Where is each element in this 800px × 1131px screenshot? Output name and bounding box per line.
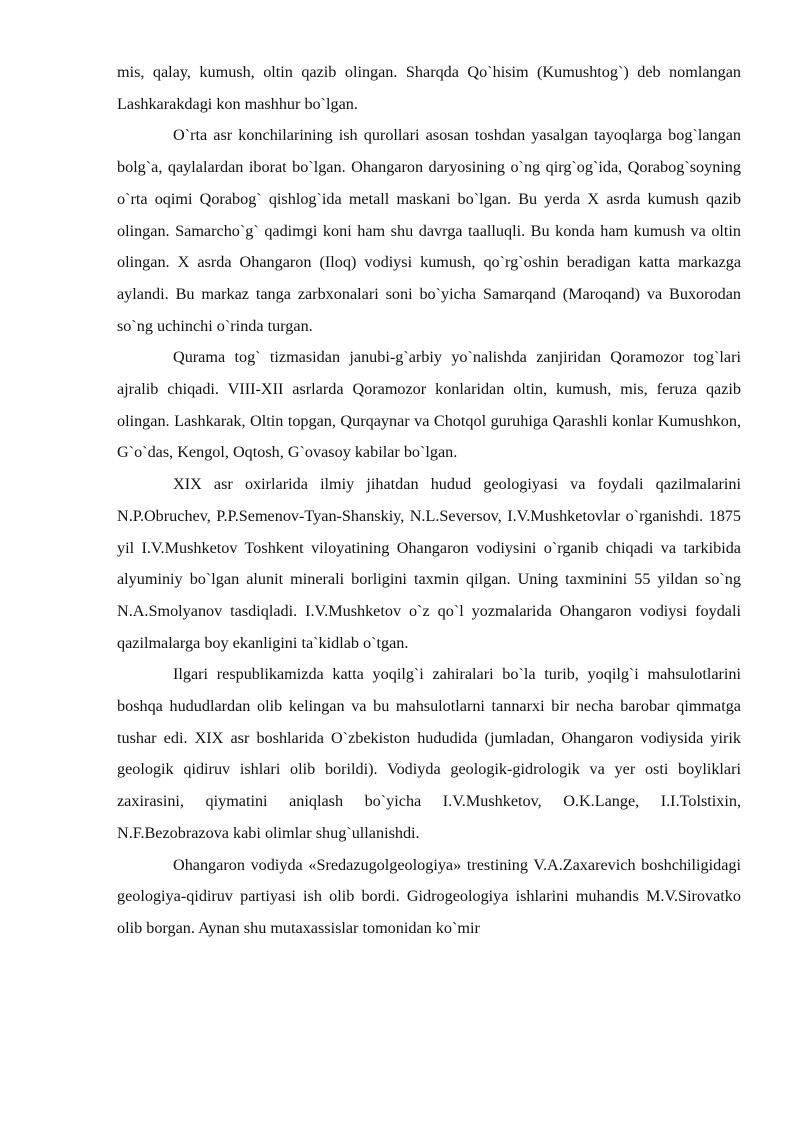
paragraph-4: XIX asr oxirlarida ilmiy jihatdan hudud geologiyasi va foydali qazilmalarini N.P.Obruchev, P.P.Semenov-Tyan-Shanskiy, N.L.Seversov, I.V.Mushketovlar o`rganishdi. 1875 yil I.V.Mushketov Toshkent viloyatining Ohangaron vodiysini o`rganib chiqadi va tarkibida alyuminiy bo`lgan alunit minerali borligini taxmin qilgan. Uning taxminini 55 yildan so`ng N.A.Smolyanov tasdiqladi. I.V.Mushketov o`z qo`l yozmalarida Ohangaron vodiysi foydali qazilmalarga boy ekanligini ta`kidlab o`tgan.	[117, 475, 741, 652]
paragraph-3: Qurama tog` tizmasidan janubi-g`arbiy yo`nalishda zanjiridan Qoramozor tog`lari ajralib chiqadi. VIII-XII asrlarda Qoramozor konlaridan oltin, kumush, mis, feruza qazib olingan. Lashkarak, Oltin topgan, Qurqaynar va Chotqol guruhiga Qarashli konlar Kumushkon, G`o`das, Kengol, Oqtosh, G`ovasoy kabilar bo`lgan.	[117, 348, 741, 462]
paragraph-6: Ohangaron vodiyda «Sredazugolgeologiya» trestining V.A.Zaxarevich boshchiligidagi geologiya-qidiruv partiyasi ish olib bordi. Gidrogeologiya ishlarini muhandis M.V.Sirovatko olib borgan. Aynan shu mutaxassislar tomonidan ko`mir	[117, 855, 741, 937]
paragraph-1: mis, qalay, kumush, oltin qazib olingan. Sharqda Qo`hisim (Kumushtog`) deb nomlangan Lashkarakdagi kon mashhur bo`lgan.	[117, 63, 741, 113]
paragraph-2: O`rta asr konchilarining ish qurollari asosan toshdan yasalgan tayoqlarga bog`langan bolg`a, qaylalardan iborat bo`lgan. Ohangaron daryosining o`ng qirg`og`ida, Qorabog`soyning o`rta oqimi Qorabog` qishlog`ida metall maskani bo`lgan. Bu yerda X asrda kumush qazib olingan. Samarcho`g` qadimgi koni ham shu davrga taalluqli. Bu konda ham kumush va oltin olingan. X asrda Ohangaron (Iloq) vodiysi kumush, qo`rg`oshin beradigan katta markazga aylandi. Bu markaz tanga zarbxonalari soni bo`yicha Samarqand (Maroqand) va Buxorodan so`ng uchinchi o`rinda turgan.	[117, 126, 741, 335]
paragraph-5: Ilgari respublikamizda katta yoqilg`i zahiralari bo`la turib, yoqilg`i mahsulotlarini boshqa hududlardan olib kelingan va bu mahsulotlarni tannarxi bir necha barobar qimmatga tushar edi. XIX asr boshlarida O`zbekiston hududida (jumladan, Ohangaron vodiysida yirik geologik qidiruv ishlari olib borildi). Vodiyda geologik-gidrologik va yer osti boyliklari zaxirasini, qiymatini aniqlash bo`yicha I.V.Mushketov, O.K.Lange, I.I.Tolstixin, N.F.Bezobrazova kabi olimlar shug`ullanishdi.	[117, 665, 741, 842]
document-page	[117, 57, 741, 945]
